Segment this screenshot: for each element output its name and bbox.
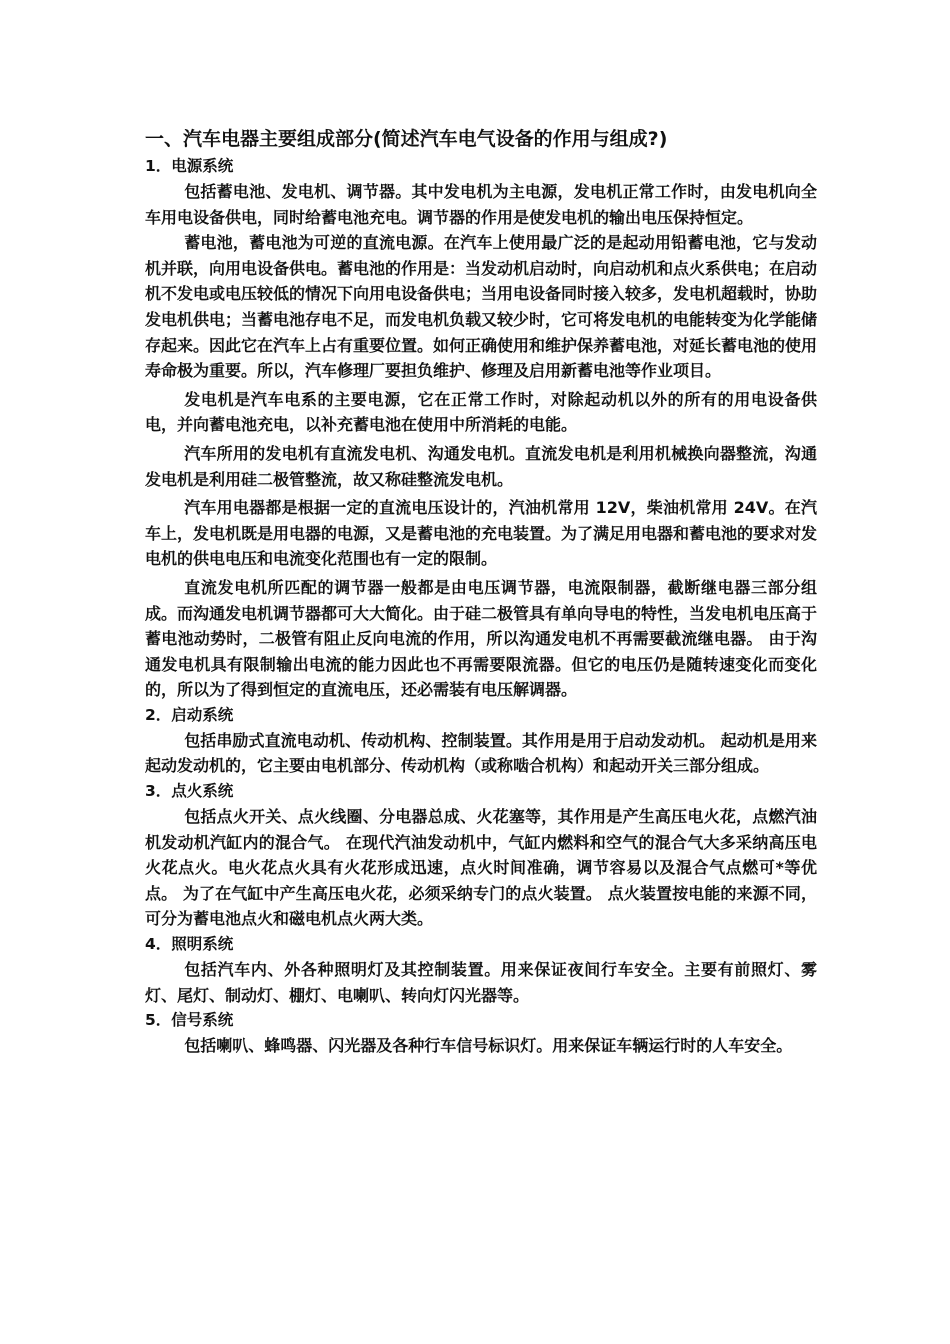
section-heading: 4．照明系统 — [145, 935, 234, 954]
paragraph: 包括汽车内、外各种照明灯及其控制装置。用来保证夜间行车安全。主要有前照灯、雾灯、尾灯、制动灯、棚灯、电喇叭、转向灯闪光器等。 — [145, 960, 817, 1005]
paragraph: 汽车所用的发电机有直流发电机、沟通发电机。直流发电机是利用机械换向器整流，沟通发电机是利用硅二极管整流，故又称硅整流发电机。 — [145, 443, 817, 489]
section-heading: 2．启动系统 — [145, 705, 234, 724]
section-heading: 3．点火系统 — [145, 782, 234, 801]
section-ignition-system — [145, 779, 817, 932]
section-lighting-system — [145, 932, 817, 1008]
section-starting-system — [145, 703, 817, 779]
document-title: 一、汽车电器主要组成部分(简述汽车电气设备的作用与组成?) — [145, 128, 668, 150]
paragraph: 包括喇叭、蜂鸣器、闪光器及各种行车信号标识灯。用来保证车辆运行时的人车安全。 — [184, 1036, 793, 1056]
paragraph: 包括蓄电池、发电机、调节器。其中发电机为主电源，发电机正常工作时，由发电机向全车用电设备供电，同时给蓄电池充电。调节器的作用是使发电机的输出电压保持恒定。 — [145, 182, 817, 227]
paragraph: 包括点火开关、点火线圈、分电器总成、火花塞等，其作用是产生高压电火花，点燃汽油机发动机汽缸内的混合气。 在现代汽油发动机中，气缸内燃料和空气的混合气大多采纳高压电火花点火。电火花点火具有火花形成迅速，点火时间准确，调节容易以及混合气点燃可*等优点。 为了在气缸中产生高压电火花，必须采纳专门的点火装置。 点火装置按电能的来源不同，可分为蓄电池点火和磁电机点火两大类。 — [145, 807, 817, 929]
paragraph: 发电机是汽车电系的主要电源，它在正常工作时，对除起动机以外的所有的用电设备供电，并向蓄电池充电，以补充蓄电池在使用中所消耗的电能。 — [145, 389, 817, 435]
section-heading: 5．信号系统 — [145, 1011, 234, 1030]
document-body — [145, 124, 817, 1059]
section-power-system — [145, 154, 817, 703]
paragraph: 汽车用电器都是根据一定的直流电压设计的，汽油机常用 12V，柴油机常用 24V。在汽车上，发电机既是用电器的电源，又是蓄电池的充电装置。为了满足用电器和蓄电池的要求对发电机的供电电压和电流变化范围也有一定的限制。 — [145, 498, 818, 569]
section-signal-system — [145, 1008, 817, 1059]
paragraph: 蓄电池，蓄电池为可逆的直流电源。在汽车上使用最广泛的是起动用铅蓄电池，它与发动机并联，向用电设备供电。蓄电池的作用是：当发动机启动时，向启动机和点火系供电；在启动机不发电或电压较低的情况下向用电设备供电；当用电设备同时接入较多，发电机超载时，协助发电机供电；当蓄电池存电不足，而发电机负载又较少时，它可将发电机的电能转变为化学能储存起来。因此它在汽车上占有重要位置。如何正确使用和维护保养蓄电池，对延长蓄电池的使用寿命极为重要。所以，汽车修理厂要担负维护、修理及启用新蓄电池等作业项目。 — [145, 233, 818, 381]
paragraph: 包括串励式直流电动机、传动机构、控制装置。其作用是用于启动发动机。 起动机是用来起动发动机的，它主要由电机部分、传动机构（或称啮合机构）和起动开关三部分组成。 — [145, 730, 817, 776]
paragraph: 直流发电机所匹配的调节器一般都是由电压调节器，电流限制器，截断继电器三部分组成。而沟通发电机调节器都可大大简化。由于硅二极管具有单向导电的特性，当发电机电压高于蓄电池动势时，二极管有阻止反向电流的作用，所以沟通发电机不再需要截流继电器。 由于沟通发电机具有限制输出电流的能力因此也不再需要限流器。但它的电压仍是随转速变化而变化的，所以为了得到恒定的直流电压，还必需装有电压解调器。 — [145, 577, 818, 700]
section-heading: 1．电源系统 — [145, 157, 234, 175]
